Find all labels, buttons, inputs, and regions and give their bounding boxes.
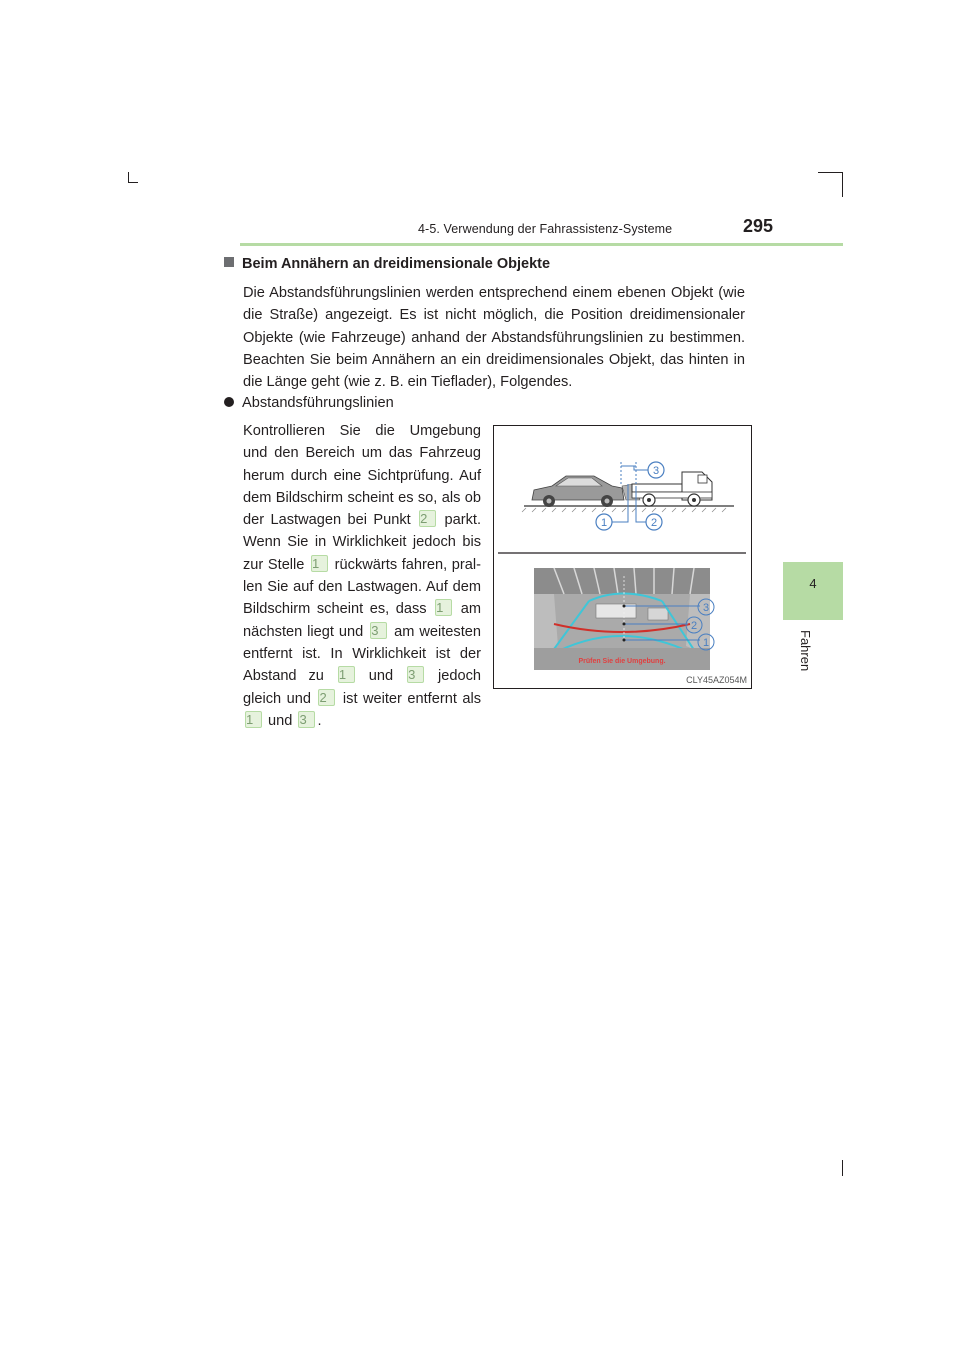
text-line bbox=[243, 665, 481, 687]
text-run: und bbox=[356, 668, 406, 685]
text-run: am weitesten bbox=[389, 623, 481, 640]
side-view-illustration bbox=[522, 462, 734, 530]
callout-label: 3 bbox=[652, 465, 660, 477]
text-line bbox=[243, 643, 481, 665]
text-line bbox=[243, 710, 481, 732]
header-section-title: 4-5. Verwendung der Fahrassistenz-Systeme bbox=[418, 222, 673, 236]
text-line bbox=[243, 621, 481, 643]
text-run: Bildschirm scheint es, dass bbox=[243, 601, 434, 618]
text-run: len Sie auf den Lastwagen. Auf dem bbox=[243, 579, 481, 596]
text-line bbox=[243, 576, 481, 598]
text-run: . bbox=[317, 712, 322, 729]
bullet-dot-icon bbox=[224, 397, 234, 407]
callout-number: 1 bbox=[245, 711, 262, 728]
chapter-tab bbox=[783, 562, 843, 620]
chapter-number: 4 bbox=[809, 576, 817, 591]
text-run: parkt. bbox=[438, 512, 481, 529]
crop-mark bbox=[128, 172, 129, 182]
figure-svg bbox=[494, 426, 751, 688]
text-run: entfernt ist. In Wirklichkeit ist der bbox=[243, 645, 481, 662]
text-line bbox=[243, 598, 481, 620]
text-run: nächsten liegt und bbox=[243, 623, 369, 640]
page-header bbox=[240, 218, 775, 240]
text-run: dem Bildschirm scheint es so, als ob bbox=[243, 489, 481, 506]
callout-number: 1 bbox=[311, 555, 328, 572]
text-run: und den Bereich um das Fahrzeug bbox=[243, 445, 481, 462]
camera-screen-illustration bbox=[534, 568, 714, 670]
callout-number: 1 bbox=[435, 599, 452, 616]
callout-label: 1 bbox=[600, 517, 608, 529]
figure-code: CLY45AZ054M bbox=[686, 675, 747, 685]
callout-label: 3 bbox=[702, 602, 710, 614]
text-run: Wenn Sie in Wirklichkeit jedoch bis bbox=[243, 534, 481, 551]
crop-mark bbox=[128, 182, 138, 183]
camera-warning-banner: Prüfen Sie die Umgebung. bbox=[578, 658, 666, 665]
bullet-title: Abstandsführungslinien bbox=[242, 395, 394, 411]
text-line bbox=[243, 442, 481, 464]
callout-number: 1 bbox=[338, 666, 355, 683]
square-bullet-icon bbox=[224, 257, 234, 267]
callout-label: 2 bbox=[650, 517, 658, 529]
callout-number: 2 bbox=[419, 510, 436, 527]
text-line bbox=[243, 688, 481, 710]
intro-paragraph: Die Abstandsführungslinien werden entsprechend einem ebenen Objekt (wie die Straße) angezeigt. Es ist nicht möglich, die Position dreidimensionaler Objekte (wie Fahrzeuge) anhand der Abstandsführungslinien zu bestimmen. Beachten Sie beim Annähern an ein dreidimensionales Objekt, das hinten in die Länge geht (wie z. B. ein Tieflader), Folgendes. bbox=[243, 285, 745, 391]
text-run: gleich und bbox=[243, 690, 317, 707]
crop-mark bbox=[818, 172, 843, 173]
header-rule bbox=[240, 243, 843, 246]
text-line bbox=[243, 420, 481, 442]
callout-number: 3 bbox=[298, 711, 315, 728]
text-line bbox=[243, 531, 481, 553]
text-run: rückwärts fahren, pral- bbox=[330, 556, 482, 573]
page-number: 295 bbox=[742, 216, 773, 236]
text-run: ist weiter entfernt als bbox=[337, 690, 481, 707]
crop-mark bbox=[842, 172, 843, 197]
text-run: jedoch bbox=[426, 668, 481, 685]
bullet-item bbox=[224, 392, 394, 414]
text-run: und bbox=[264, 712, 297, 729]
section-heading-text: Beim Annähern an dreidimensionale Objekte bbox=[242, 256, 551, 272]
chapter-label: Fahren bbox=[798, 630, 813, 672]
text-line bbox=[243, 487, 481, 509]
text-line bbox=[243, 554, 481, 576]
callout-number: 2 bbox=[318, 689, 335, 706]
callout-label: 2 bbox=[690, 620, 698, 632]
text-run: der Lastwagen bei Punkt bbox=[243, 512, 418, 529]
explanation-text bbox=[243, 420, 481, 732]
text-line bbox=[243, 509, 481, 531]
section-heading bbox=[224, 256, 550, 272]
callout-number: 3 bbox=[370, 622, 387, 639]
callout-number: 3 bbox=[407, 666, 424, 683]
crop-mark bbox=[842, 1160, 843, 1176]
text-run: herum durch eine Sichtprüfung. Auf bbox=[243, 467, 481, 484]
text-run: zur Stelle bbox=[243, 556, 310, 573]
text-run: Abstand zu bbox=[243, 668, 336, 685]
text-line bbox=[243, 465, 481, 487]
text-run: am bbox=[454, 601, 482, 618]
figure-illustration bbox=[493, 425, 752, 689]
text-run: Kontrollieren Sie die Umgebung bbox=[243, 423, 481, 439]
callout-label: 1 bbox=[702, 637, 710, 649]
